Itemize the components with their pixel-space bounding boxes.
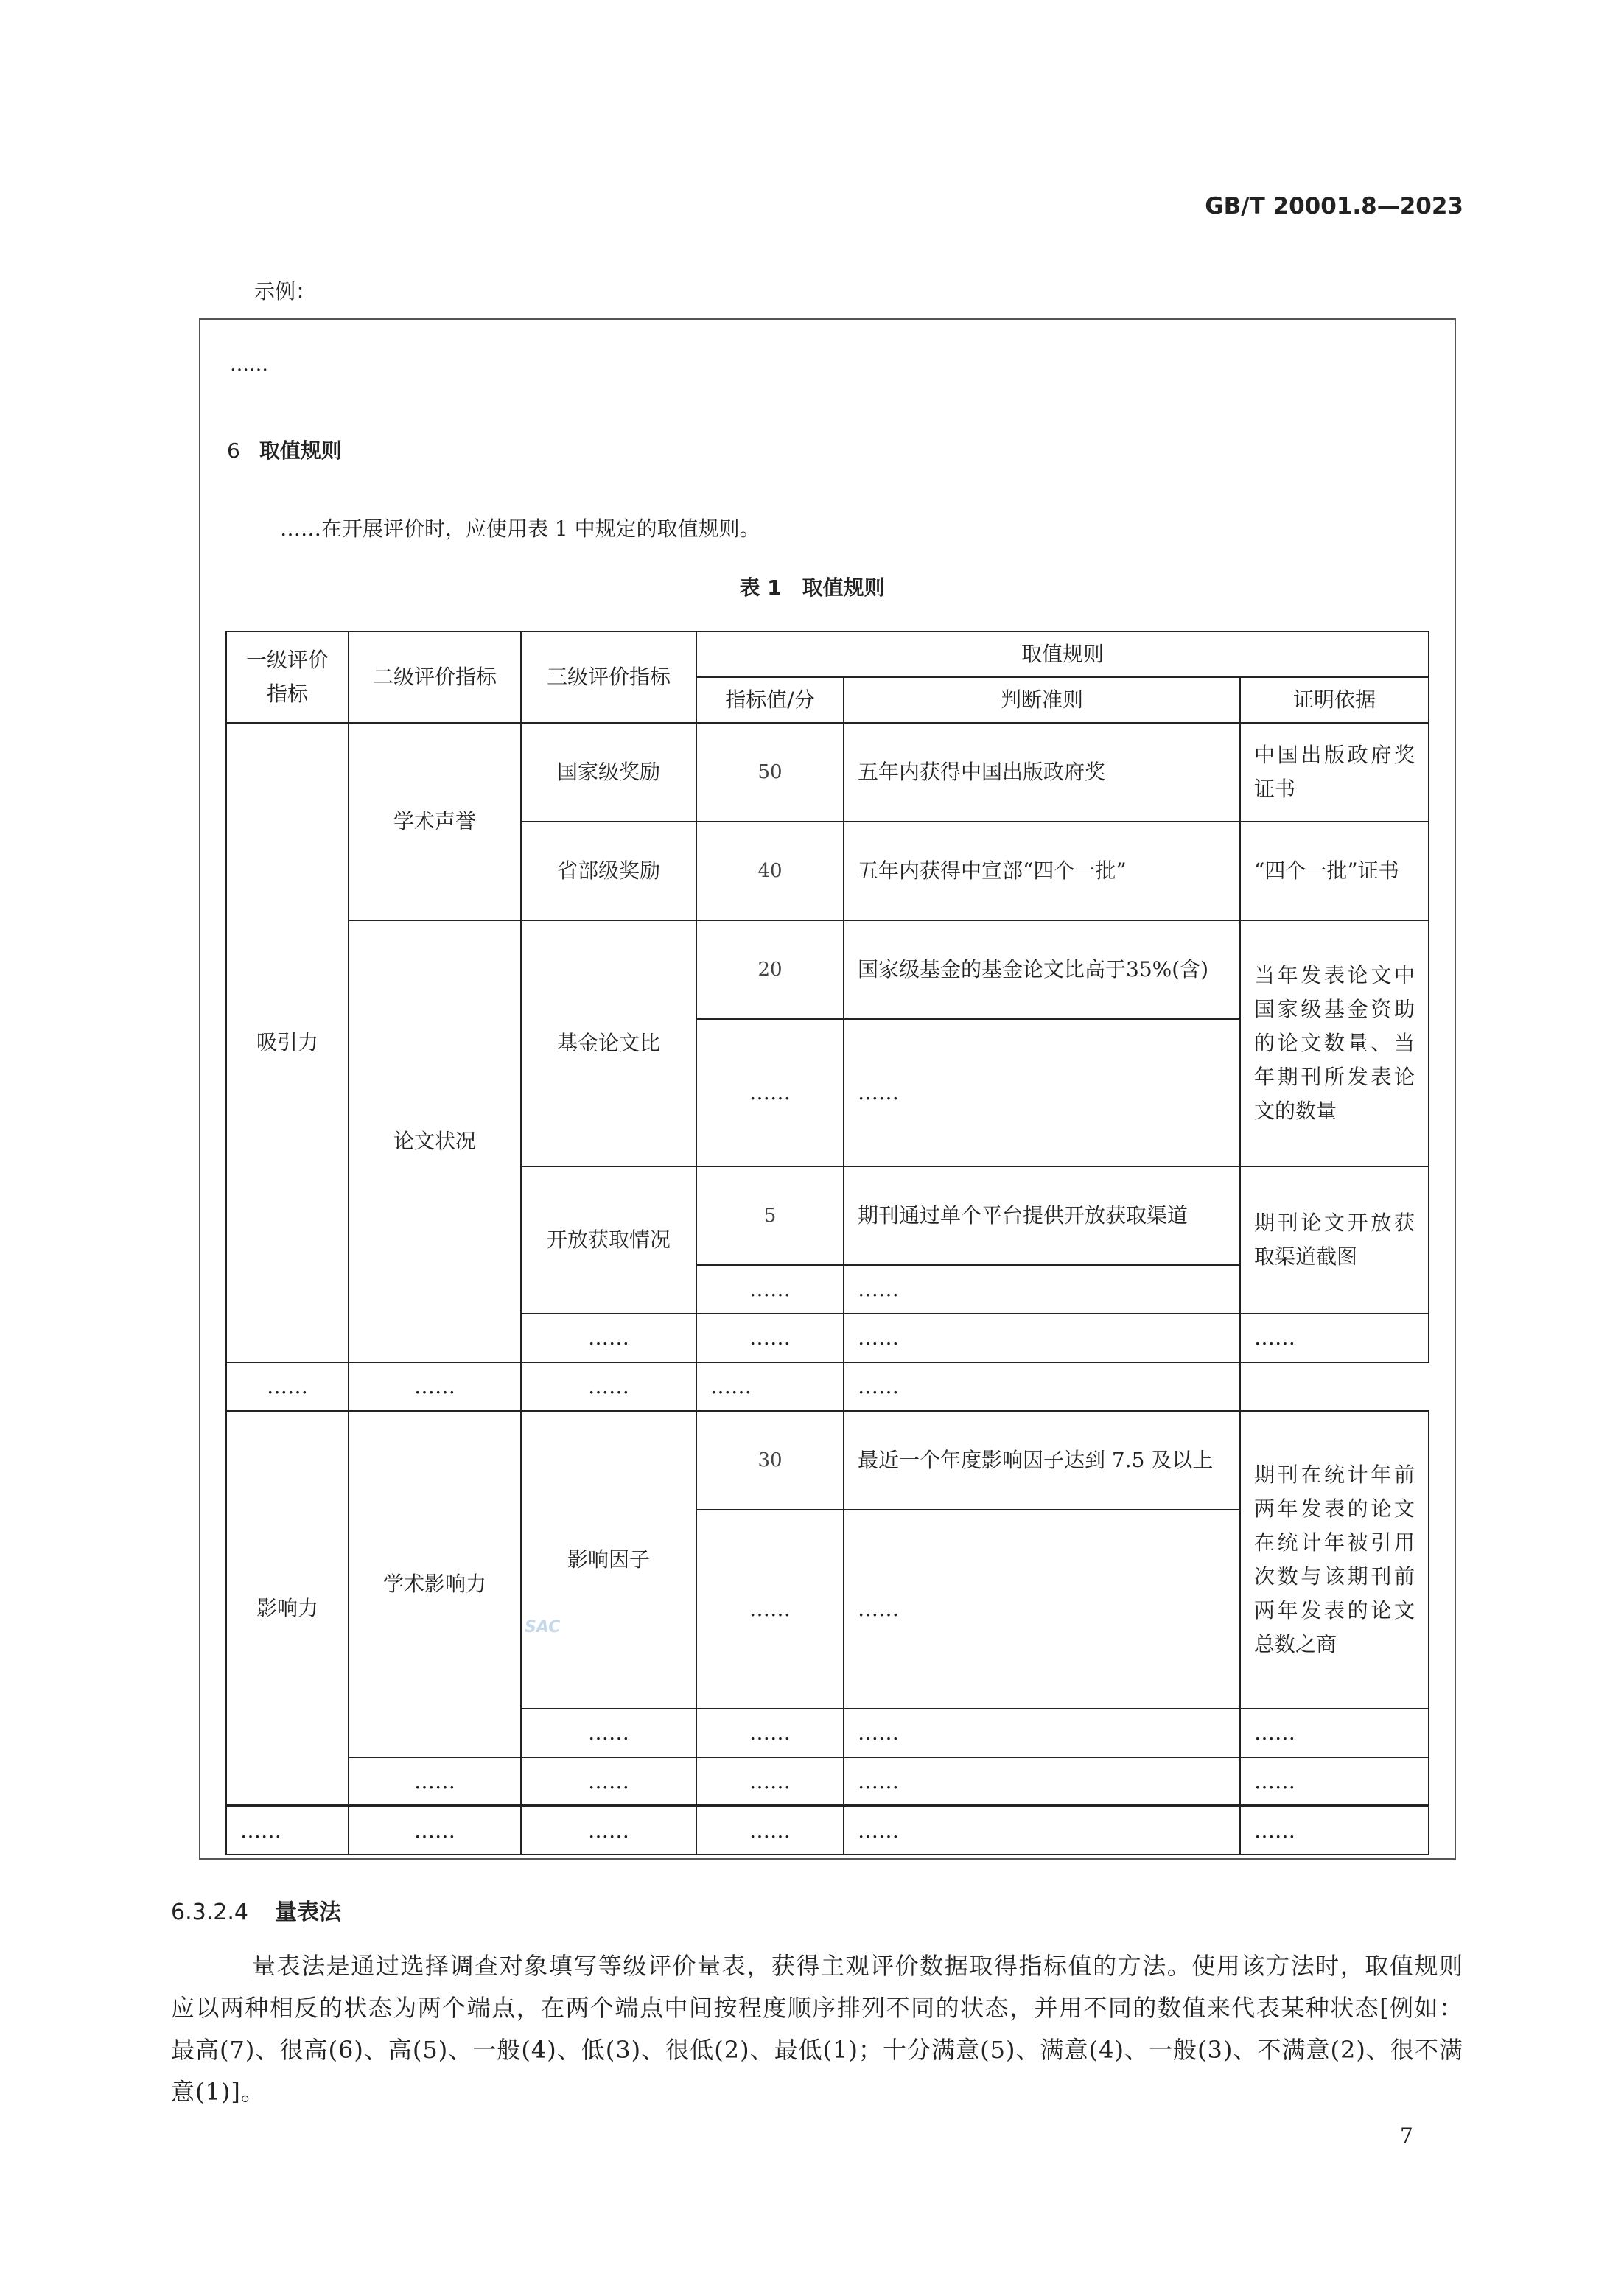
cell-level3: ……: [521, 1757, 696, 1806]
cell-criterion: 最近一个年度影响因子达到 7.5 及以上: [844, 1411, 1240, 1510]
table-caption: 表 1 取值规则: [739, 575, 885, 600]
example-section-heading: [227, 435, 342, 464]
cell-criterion: ……: [844, 1806, 1240, 1855]
cell-level2: 学术影响力: [349, 1411, 521, 1757]
cell-criterion: 国家级基金的基金论文比高于35%(含): [844, 920, 1240, 1019]
watermark-logo: SAC: [525, 1618, 561, 1636]
cell-evidence: ……: [844, 1362, 1240, 1411]
body-paragraph: 量表法是通过选择调查对象填写等级评价量表，获得主观评价数据取得指标值的方法。使用该方法时，取值规则应以两种相反的状态为两个端点，在两个端点中间按程度顺序排列不同的状态，并用不同的数值来代表某种状态[例如：最高(7)、很高(6)、高(5)、一般(4)、低(3)、很低(2)、最低(1)；十分满意(5)、满意(4)、一般(3)、不满意(2)、很不满意(1)]。: [171, 1952, 1463, 2106]
cell-criterion: 五年内获得中宣部“四个一批”: [844, 822, 1240, 920]
cell-value: ……: [521, 1362, 696, 1411]
cell-level3: ……: [521, 1314, 696, 1362]
cell-evidence: ……: [1240, 1757, 1429, 1806]
cell-level3: ……: [521, 1709, 696, 1757]
page-number: 7: [1400, 2124, 1413, 2148]
cell-evidence: “四个一批”证书: [1240, 822, 1429, 920]
header-value: 指标值/分: [696, 677, 844, 723]
table-header-row: [226, 631, 1429, 677]
cell-evidence: ……: [1240, 1806, 1429, 1855]
cell-value: ……: [696, 1806, 844, 1855]
cell-value: 30: [696, 1411, 844, 1510]
cell-evidence: 中国出版政府奖证书: [1240, 723, 1429, 822]
example-label: 示例：: [254, 279, 317, 304]
header-evidence: 证明依据: [1240, 677, 1429, 723]
table-row: [226, 920, 1429, 1019]
cell-value: ……: [696, 1709, 844, 1757]
rules-table: [225, 631, 1429, 1855]
cell-criterion: ……: [844, 1510, 1240, 1709]
table-row: [226, 1757, 1429, 1806]
cell-value: ……: [696, 1265, 844, 1314]
cell-level3: 国家级奖励: [521, 723, 696, 822]
cell-level2: 论文状况: [349, 920, 521, 1362]
cell-level2: ……: [349, 1806, 521, 1855]
example-ellipsis: ……: [230, 354, 268, 376]
cell-value: ……: [696, 1510, 844, 1709]
cell-value: ……: [696, 1019, 844, 1166]
cell-level1: ……: [226, 1806, 349, 1855]
section-title: 量表法: [274, 1900, 341, 1925]
cell-value: ……: [696, 1314, 844, 1362]
header-criterion: 判断准则: [844, 677, 1240, 723]
header-level3: 三级评价指标: [521, 631, 696, 723]
cell-evidence: ……: [1240, 1314, 1429, 1362]
cell-level3: 影响因子: [521, 1411, 696, 1709]
cell-criterion: 五年内获得中国出版政府奖: [844, 723, 1240, 822]
cell-value: 5: [696, 1166, 844, 1265]
cell-level1: 吸引力: [226, 723, 349, 1362]
cell-level1: 影响力: [226, 1411, 349, 1806]
cell-criterion: ……: [844, 1709, 1240, 1757]
section-number: 6.3.2.4: [171, 1900, 248, 1925]
table-row: [226, 1806, 1429, 1855]
cell-value: ……: [696, 1757, 844, 1806]
table-row: [226, 723, 1429, 822]
cell-evidence: 当年发表论文中国家级基金资助的论文数量、当年期刊所发表论文的数量: [1240, 920, 1429, 1166]
example-section-title: 取值规则: [259, 438, 342, 463]
cell-level2: ……: [226, 1362, 349, 1411]
cell-value: 50: [696, 723, 844, 822]
cell-value: 40: [696, 822, 844, 920]
cell-criterion: ……: [696, 1362, 844, 1411]
cell-level3: ……: [349, 1362, 521, 1411]
example-section-number: 6: [227, 438, 240, 463]
cell-level3: 基金论文比: [521, 920, 696, 1166]
cell-criterion: ……: [844, 1314, 1240, 1362]
cell-level3: 开放获取情况: [521, 1166, 696, 1314]
header-level1: 一级评价指标: [226, 631, 349, 723]
cell-level3: 省部级奖励: [521, 822, 696, 920]
cell-evidence: ……: [1240, 1709, 1429, 1757]
table-row: [226, 1411, 1429, 1510]
cell-criterion: 期刊通过单个平台提供开放获取渠道: [844, 1166, 1240, 1265]
header-level2: 二级评价指标: [349, 631, 521, 723]
cell-criterion: ……: [844, 1265, 1240, 1314]
example-intro: ……在开展评价时，应使用表 1 中规定的取值规则。: [280, 517, 760, 541]
cell-level2: 学术声誉: [349, 723, 521, 920]
cell-criterion: ……: [844, 1019, 1240, 1166]
header-rule-group: 取值规则: [696, 631, 1429, 677]
cell-value: 20: [696, 920, 844, 1019]
document-code: GB/T 20001.8—2023: [1205, 193, 1463, 220]
cell-evidence: 期刊论文开放获取渠道截图: [1240, 1166, 1429, 1314]
cell-level3: ……: [521, 1806, 696, 1855]
section-heading: [171, 1894, 341, 1926]
table-row: [226, 1362, 1429, 1411]
cell-evidence: 期刊在统计年前两年发表的论文在统计年被引用次数与该期刊前两年发表的论文总数之商: [1240, 1411, 1429, 1709]
cell-level2: ……: [349, 1757, 521, 1806]
cell-criterion: ……: [844, 1757, 1240, 1806]
